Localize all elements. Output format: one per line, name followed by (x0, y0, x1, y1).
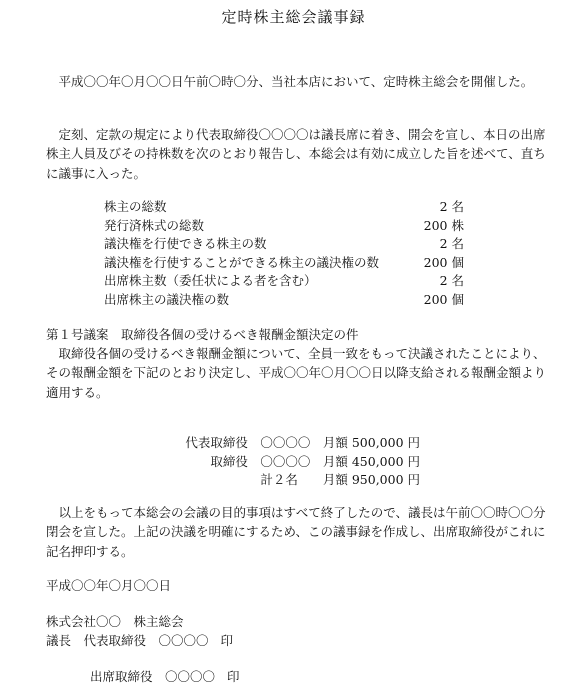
stat-value: 200 株 (423, 217, 464, 233)
company-line: 株式会社〇〇 株主総会 (46, 614, 184, 629)
closing-paragraph: 以上をもって本総会の会議の目的事項はすべて終了したので、議長は午前〇〇時〇〇分閉会を宣した。上記の決議を明確にするため、この議事録を作成し、出席取締役がこれに記名押印する。 (46, 505, 546, 559)
stat-row (104, 291, 464, 310)
stat-value: 2 名 (439, 199, 464, 214)
document-title: 定時株主総会議事録 (221, 8, 366, 26)
stat-row (104, 235, 464, 254)
agenda-body: 取締役各個の受けるべき報酬金額について、全員一致をもって決議されたことにより、その報酬金額を下記のとおり決定し、平成〇〇年〇月〇〇日以降支給される報酬金額より適用する。 (46, 346, 547, 400)
stat-label: 出席株主の議決権の数 (104, 291, 230, 307)
stat-row (104, 272, 464, 291)
attendee-signature (90, 667, 240, 686)
seal-mark: 印 (227, 669, 240, 684)
stat-row (104, 217, 464, 236)
agenda-title: 第１号議案 取締役各個の受けるべき報酬金額決定の件 (46, 327, 359, 342)
chair-label: 議長 代表取締役 〇〇〇〇 (46, 633, 209, 648)
quorum-paragraph: 定刻、定款の規定により代表取締役〇〇〇〇は議長席に着き、開会を宣し、本日の出席株主人員及びその持株数を次のとおり報告し、本総会は有効に成立した旨を述べて、直ちに議事に入った。 (46, 127, 546, 181)
compensation-total: 計２名 月額 950,000 円 (260, 472, 420, 487)
stat-label: 発行済株式の総数 (104, 217, 205, 233)
meeting-date: 平成〇〇年〇月〇〇日 (46, 578, 172, 593)
stat-value: 2 名 (439, 236, 464, 251)
chair-signature (46, 631, 233, 650)
opening-paragraph: 平成〇〇年〇月〇〇日午前〇時〇分、当社本店において、定時株主総会を開催した。 (58, 74, 534, 89)
stat-value: 200 個 (423, 254, 464, 270)
compensation-table (160, 434, 420, 490)
stat-value: 2 名 (439, 273, 464, 288)
attendee-label: 出席取締役 〇〇〇〇 (90, 669, 216, 684)
stat-label: 出席株主数（委任状による者を含む） (104, 273, 317, 288)
stat-label: 議決権を行使することができる株主の議決権の数 (104, 254, 380, 270)
compensation-row: 取締役 〇〇〇〇 月額 450,000 円 (210, 453, 420, 469)
seal-mark: 印 (220, 633, 234, 648)
stat-label: 議決権を行使できる株主の数 (104, 236, 267, 251)
compensation-row: 代表取締役 〇〇〇〇 月額 500,000 円 (185, 435, 420, 450)
stat-row (104, 198, 464, 217)
stat-value: 200 個 (423, 291, 464, 307)
stat-row (104, 254, 464, 273)
stat-label: 株主の総数 (104, 199, 167, 214)
shareholder-stats (104, 198, 464, 309)
